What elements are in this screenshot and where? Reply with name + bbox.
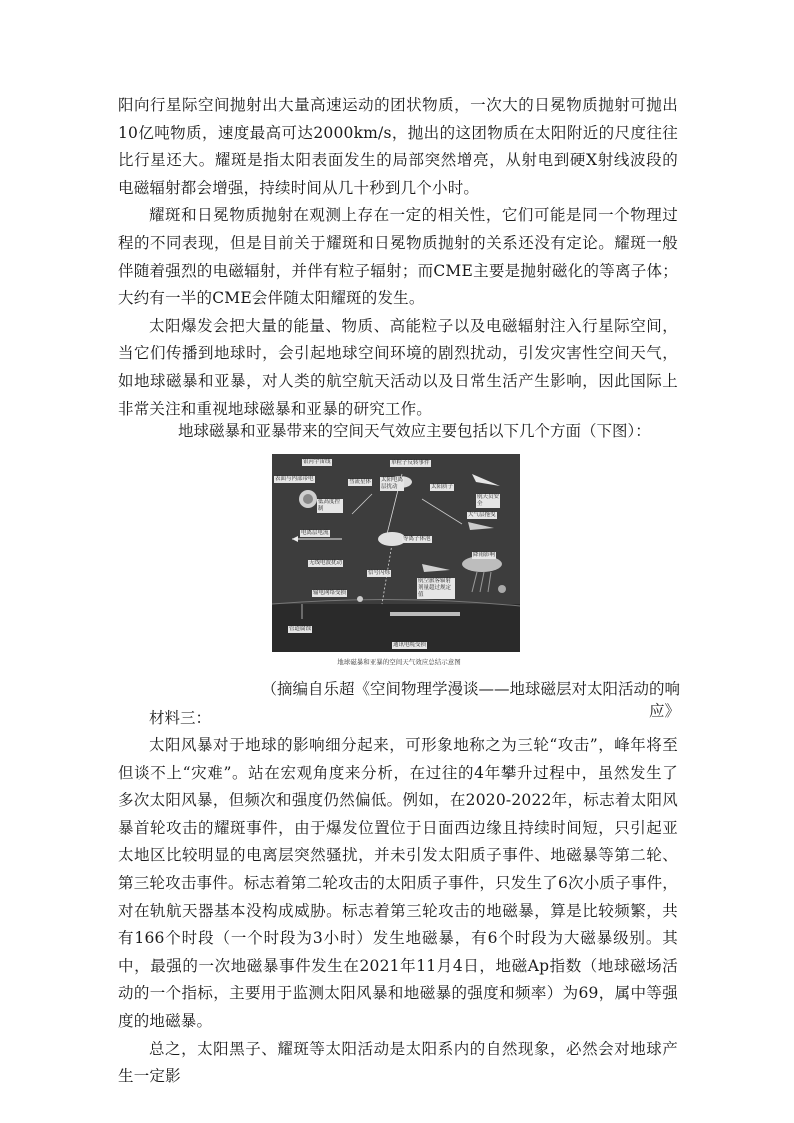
paragraph: 耀斑和日冕物质抛射在观测上存在一定的相关性，它们可能是同一个物理过程的不同表现，但是目前关于耀斑和日冕物质抛射的关系还没有定论。耀斑一般伴随着强烈的电磁辐射，并伴有粒子辐射；而CME主要是抛射磁化的等离子体；大约有一半的CME会伴随太阳耀斑的发生。 xyxy=(118,206,678,308)
paragraph: 太阳爆发会把大量的能量、物质、高能粒子以及电磁辐射注入行星际空间，当它们传播到地球时，会引起地球空间环境的剧烈扰动，引发灾害性空间天气，如地球磁暴和亚暴，对人类的航空航天活动以及日常生活产生影响，因此国际上非常关注和重视地球磁暴和亚暴的研究工作。 xyxy=(118,316,678,418)
figure-label: 彗流星体 xyxy=(349,479,372,485)
figure-label: 管道腐蚀 xyxy=(289,626,312,632)
paragraph: 太阳风暴对于地球的影响细分起来，可形象地称之为三轮“攻击”，峰年将至但谈不上“灾难”。站在宏观角度来分析，在过往的4年攀升过程中，虽然发生了多次太阳风暴，但频次和强度仍然偏低。例如，在2020-2022年，标志着太阳风暴首轮攻击的耀斑事件，由于爆发位置位于日面西边缘且持续时间短，只引起亚太地区比较明显的电离层突然骚扰，并未引发太阳质子事件、地磁暴等第二轮、第三轮攻击事件。标志着第二轮攻击的太阳质子事件，只发生了6次小质子事件，对在轨航天器基本没构成威胁。标志着第三轮攻击的地磁暴，算是比较频繁，共有166个时段（一个时段为3小时）发生地磁暴，有6个时段为大磁暴级别。其中，最强的一次地磁暴事件发生在2021年11月4日，地磁Ap指数（地球磁场活动的一个指标，主要用于监测太阳风暴和地磁暴的强度和频率）为69，属中等强度的地磁暴。 xyxy=(118,736,678,1030)
figure-label: 单粒子反转事件 xyxy=(391,460,430,466)
figure-label: 无线电波扰动 xyxy=(309,560,343,566)
figure-label: 大气层拖曳 xyxy=(468,512,496,518)
text-block-bottom xyxy=(118,732,678,1091)
figure-label: 电离层电流 xyxy=(301,530,329,536)
figure-label: 表面与内部带电 xyxy=(275,476,314,482)
figure-label: 银河宇宙线 xyxy=(303,459,331,465)
text-block-top xyxy=(118,92,678,423)
figure-label: 输电网络受损 xyxy=(313,590,347,596)
section-heading: 材料三： xyxy=(149,709,212,727)
figure-label: 太阳质子 xyxy=(431,484,454,490)
figure-label: 太阳电离层扰动 xyxy=(381,477,404,490)
figure-label: 降雨影响 xyxy=(473,552,496,558)
figure-label: 航天员安全 xyxy=(477,494,500,507)
space-weather-figure xyxy=(272,454,520,652)
paragraph-truncated: 总之，太阳黑子、耀斑等太阳活动是太阳系内的自然现象，必然会对地球产生一定影 xyxy=(118,1039,678,1086)
figure-label: 等离子体泡 xyxy=(403,536,431,542)
source-citation: （摘编自乐超《空间物理学漫谈——地球磁层对太阳活动的响应》 xyxy=(261,680,680,720)
figure-label: 信号闪烁 xyxy=(368,570,391,576)
figure-label: 通讯电缆受损 xyxy=(393,642,427,648)
figure-caption: 地球磁暴和亚暴的空间天气效应总结示意图 xyxy=(337,658,461,666)
paragraph-continued: 阳向行星际空间抛射出大量高速运动的团状物质，一次大的日冕物质抛射可抛出10亿吨物质，速度最高可达2000km/s，抛出的这团物质在太阳附近的尺度往往比行星还大。耀斑是指太阳表面发生的局部突然增亮，从射电到硬X射线波段的电磁辐射都会增强，持续时间从几十秒到几个小时。 xyxy=(118,96,678,197)
figure-intro: 地球磁暴和亚暴带来的空间天气效应主要包括以下几个方面（下图）： xyxy=(178,422,651,440)
figure-label: 低高度控制 xyxy=(317,499,343,513)
figure-label: 航空旅客辐射剂量超过规定值 xyxy=(417,578,455,599)
